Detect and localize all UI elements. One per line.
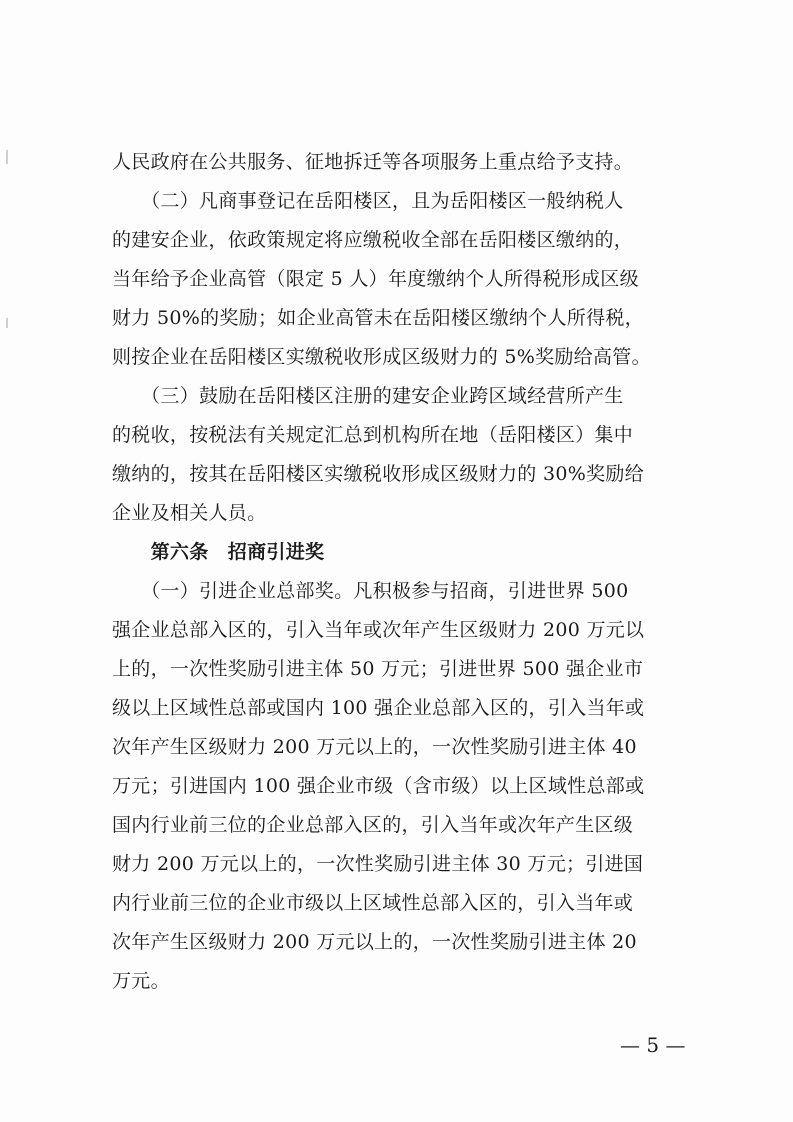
- text-line: 人民政府在公共服务、征地拆迁等各项服务上重点给予支持。: [112, 151, 634, 173]
- scan-artifact: [6, 318, 8, 328]
- text-line: 上的，一次性奖励引进主体 50 万元；引进世界 500 强企业市: [112, 658, 644, 680]
- scan-artifact: [6, 150, 8, 164]
- text-line: 强企业总部入区的，引入当年或次年产生区级财力 200 万元以: [112, 619, 645, 641]
- text-line: 级以上区域性总部或国内 100 强企业总部入区的，引入当年或: [112, 697, 645, 719]
- text-line: 次年产生区级财力 200 万元以上的，一次性奖励引进主体 20: [112, 931, 637, 953]
- page-number: — 5 —: [620, 1033, 686, 1057]
- text-line: （二）凡商事登记在岳阳楼区，且为岳阳楼区一般纳税人: [112, 190, 624, 212]
- text-line: 内行业前三位的企业市级以上区域性总部入区的，引入当年或: [112, 892, 634, 914]
- text-line: 万元。: [112, 970, 170, 992]
- text-line: 国内行业前三位的企业总部入区的，引入当年或次年产生区级: [112, 814, 634, 836]
- text-line: 缴纳的，按其在岳阳楼区实缴税收形成区级财力的 30%奖励给: [112, 463, 644, 485]
- text-line: 的税收，按税法有关规定汇总到机构所在地（岳阳楼区）集中: [112, 424, 634, 446]
- text-line: 财力 50%的奖励；如企业高管未在岳阳楼区缴纳个人所得税，: [112, 307, 644, 329]
- text-line: 财力 200 万元以上的，一次性奖励引进主体 30 万元；引进国: [112, 853, 644, 875]
- text-line: 则按企业在岳阳楼区实缴税收形成区级财力的 5%奖励给高管。: [112, 346, 651, 368]
- text-line: 企业及相关人员。: [112, 502, 267, 524]
- text-line: 次年产生区级财力 200 万元以上的，一次性奖励引进主体 40: [112, 736, 637, 758]
- text-line: 当年给予企业高管（限定 5 人）年度缴纳个人所得税形成区级: [112, 268, 639, 290]
- body-text: [112, 143, 692, 1001]
- text-line: （一）引进企业总部奖。凡积极参与招商，引进世界 500: [112, 580, 629, 602]
- section-heading: 第六条 招商引进奖: [112, 541, 325, 563]
- text-line: （三）鼓励在岳阳楼区注册的建安企业跨区域经营所产生: [112, 385, 624, 407]
- text-line: 的建安企业，依政策规定将应缴税收全部在岳阳楼区缴纳的，: [112, 229, 634, 251]
- text-line: 万元；引进国内 100 强企业市级（含市级）以上区域性总部或: [112, 775, 645, 797]
